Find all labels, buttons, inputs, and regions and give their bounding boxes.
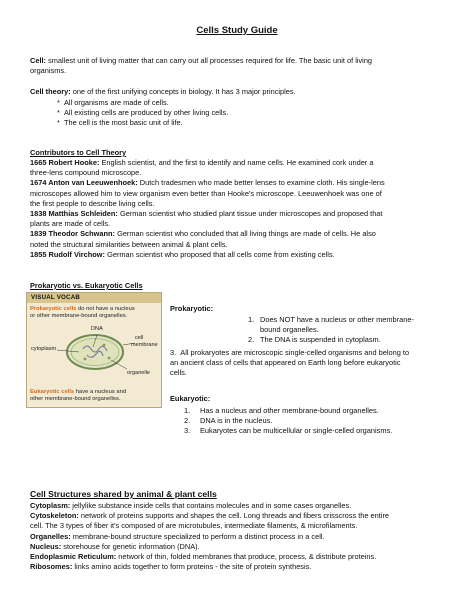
cell-text: smallest unit of living matter that can carry out all processes required for life. The basic unit of living [46, 56, 373, 65]
structures-list [30, 501, 450, 572]
contributor-line: noted the structural similarities between animal & plant cells. [30, 239, 228, 249]
contributor-line: the first people to describe living cells. [30, 198, 155, 208]
contributors-heading: Contributors to Cell Theory [30, 148, 127, 157]
list-item: 1. Does NOT have a nucleus or other membrane- bound organelles. [248, 315, 414, 335]
organelle-label: organelle [127, 370, 151, 376]
structure-line: Cytoskeleton: network of proteins supports and shapes the cell. Long threads and fibers crisscross the entire [30, 511, 390, 521]
structure-line: Cytoplasm: jellylike substance inside cells that contains molecules and in some cases organelles. [30, 501, 352, 510]
page-title: Cells Study Guide [196, 25, 278, 36]
contributor-line: 1665 Robert Hooke: English scientist, and the first to identify and name cells. He examined cork under a [30, 158, 374, 167]
visual-vocab-box [26, 292, 162, 408]
list-item: 3. Eukaryotes can be multicellular or single-celled organisms. [184, 426, 393, 436]
cell-theory-text: one of the first unifying concepts in biology. It has 3 major principles. [70, 87, 296, 96]
structure-line: Nucleus: storehouse for genetic information (DNA). [30, 541, 200, 551]
contributor-line: microscopes allowed him to view organism even better than Hooke's microscope. Leeuwenhoek was one of [30, 188, 382, 198]
vocab-header: VISUAL VOCAB [27, 293, 161, 303]
dna-label: DNA [91, 326, 103, 332]
cell-theory-term: Cell theory: [30, 87, 71, 96]
contributor-line: 1839 Theodor Schwann: German scientist who concluded that all living things are made of cells. He also [30, 229, 376, 239]
cell-theory [30, 87, 450, 97]
contributor-line: 1674 Anton van Leeuwenhoek: Dutch tradesmen who made better lenses to examine cloth. His single-lens [30, 178, 385, 188]
cell-term: Cell: [30, 56, 47, 65]
principles-list [57, 98, 437, 129]
contributor-line: plants are made of cells. [30, 219, 111, 229]
eukaryotic-list [184, 406, 464, 437]
eukaryotic-heading: Eukaryotic: [170, 394, 211, 403]
contributor-line: 1855 Rudolf Virchow: German scientist who proposed that all cells come from existing cells. [30, 249, 335, 259]
cell-label: cell [135, 335, 144, 341]
cytoplasm-label: cytoplasm [31, 346, 57, 352]
structure-line: Ribosomes: links amino acids together to form proteins - the site of protein synthesis. [30, 562, 312, 572]
vocab-euk-text: Eukaryotic cells have a nucleus and other membrane-bound organelles. [30, 389, 127, 402]
structure-line: cell. The 3 types of fiber it's composed of are microtubules, intermediate filaments, & microfilaments. [30, 521, 358, 531]
list-item: * The cell is the most basic unit of life. [57, 118, 183, 128]
list-item: 2. The DNA is suspended in cytoplasm. [248, 335, 381, 345]
contributor-line: three-lens compound microscope. [30, 168, 142, 178]
membrane-label: membrane [131, 342, 158, 348]
cell-text-cont: organisms. [30, 66, 67, 76]
structure-line: Organelles: membrane-bound structure specialized to perform a distinct process in a cell. [30, 531, 325, 541]
contributor-line: 1838 Matthias Schleiden: German scientist who studied plant tissue under microscopes and proposed that [30, 209, 383, 219]
prok-vs-euk-heading: Prokaryotic vs. Eukaryotic Cells [30, 281, 143, 290]
list-item: * All organisms are made of cells. [57, 98, 169, 107]
list-item: 1. Has a nucleus and other membrane-bound organelles. [184, 406, 379, 415]
list-item: 2. DNA is in the nucleus. [184, 416, 273, 426]
prokaryotic-heading: Prokaryotic: [170, 304, 214, 313]
list-item: * All existing cells are produced by other living cells. [57, 108, 229, 118]
prokaryotic-item-3: 3. All prokaryotes are microscopic single-celled organisms and belong to an ancient class of cells that appeared on Earth long before eukaryotic cells. [170, 348, 410, 378]
structure-line: Endoplasmic Reticulum: network of thin, folded membranes that produce, process, & distribute proteins. [30, 552, 377, 562]
cell-definition [30, 56, 450, 76]
prokaryotic-list [248, 315, 458, 346]
contributors-list [30, 158, 450, 260]
vocab-prok-text: Prokaryotic cells do not have a nucleus or other membrane-bound organelles. [30, 306, 135, 319]
structures-heading: Cell Structures shared by animal & plant cells [30, 489, 217, 499]
